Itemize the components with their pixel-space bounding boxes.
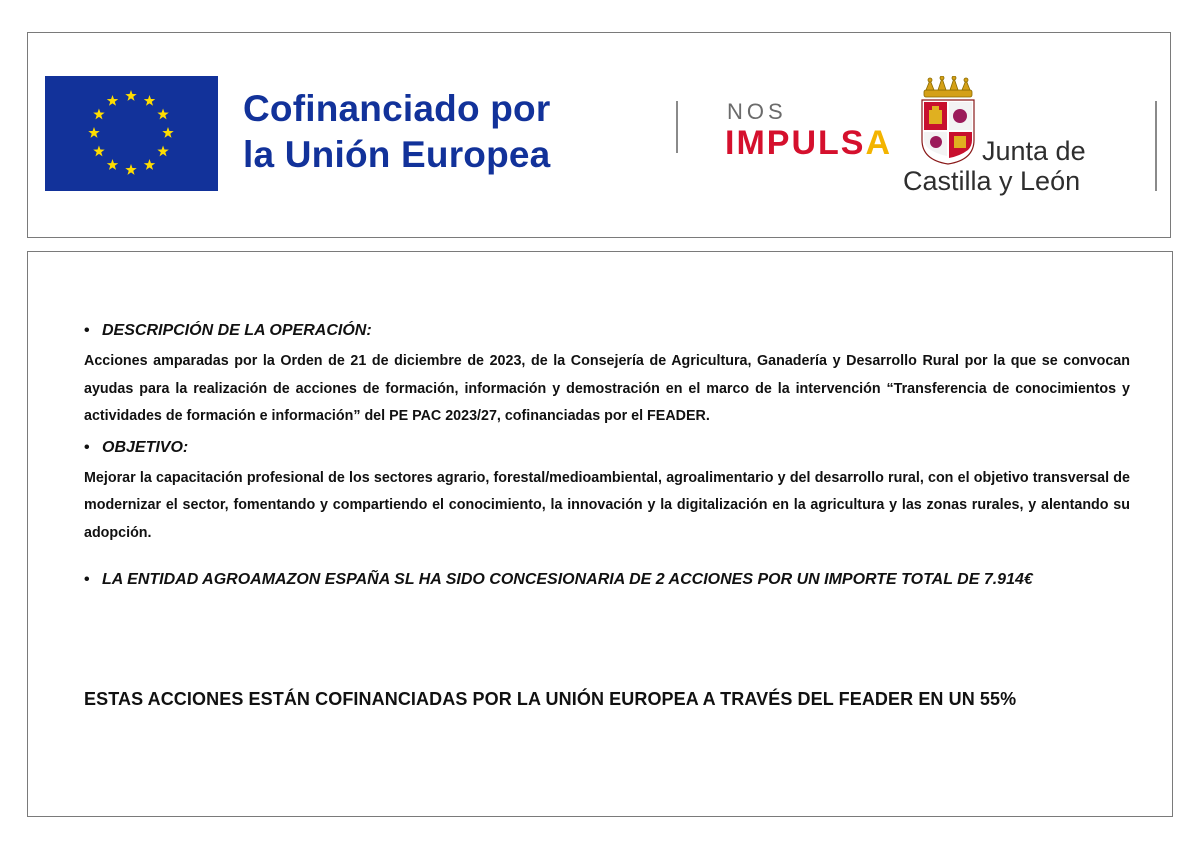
divider-right xyxy=(1155,101,1157,191)
entity-statement-text: LA ENTIDAD AGROAMAZON ESPAÑA SL HA SIDO CONCESIONARIA DE 2 ACCIONES POR UN IMPORTE TOTAL DE 7.914€ xyxy=(102,571,1033,588)
bullet-icon: • xyxy=(84,322,90,339)
section-objective-heading xyxy=(84,437,1130,459)
operation-content xyxy=(84,320,1130,595)
entity-statement xyxy=(84,565,1130,595)
impulsa-logo xyxy=(725,124,892,163)
impulsa-main: IMPULS xyxy=(725,124,866,162)
bullet-icon: • xyxy=(84,571,90,588)
jcyl-label-line2: Castilla y León xyxy=(903,166,1081,196)
section-description-text: Acciones amparadas por la Orden de 21 de diciembre de 2023, de la Consejería de Agricultura, Ganadería y Desarrollo Rural por la que se convocan ayudas para la realización de acciones de formación, información y demostración en el marco de la intervención “Transferencia de conocimientos y actividades de formación e información” del PE PAC 2023/27, cofinanciadas por el FEADER. xyxy=(84,353,1130,424)
bullet-icon: • xyxy=(84,438,90,456)
cofinancing-statement: ESTAS ACCIONES ESTÁN COFINANCIADAS POR LA UNIÓN EUROPEA A TRAVÉS DEL FEADER EN UN 55% xyxy=(84,689,1017,709)
section-description-title: DESCRIPCIÓN DE LA OPERACIÓN: xyxy=(102,322,372,339)
eu-cofinanced-label xyxy=(243,86,550,178)
divider-left xyxy=(676,101,678,153)
section-objective-text: Mejorar la capacitación profesional de los sectores agrario, forestal/medioambiental, agroalimentario y del desarrollo rural, con el objetivo transversal de modernizar el sector, fomentando y compartiendo el conocimiento, la innovación y la digitalización en la agricultura y las zonas rurales, y alentando su adopción. xyxy=(84,469,1130,541)
jcyl-label-line1: Junta de xyxy=(982,136,1086,166)
eu-flag-icon xyxy=(45,76,218,191)
section-description-heading xyxy=(84,320,1130,342)
nos-label: NOS xyxy=(727,99,787,124)
eu-label-line2: la Unión Europea xyxy=(243,134,551,175)
castilla-leon-crest-icon xyxy=(918,76,978,166)
eu-label-line1: Cofinanciado por xyxy=(243,88,551,129)
section-objective-title: OBJETIVO: xyxy=(102,438,189,456)
impulsa-last-letter: A xyxy=(865,124,893,162)
